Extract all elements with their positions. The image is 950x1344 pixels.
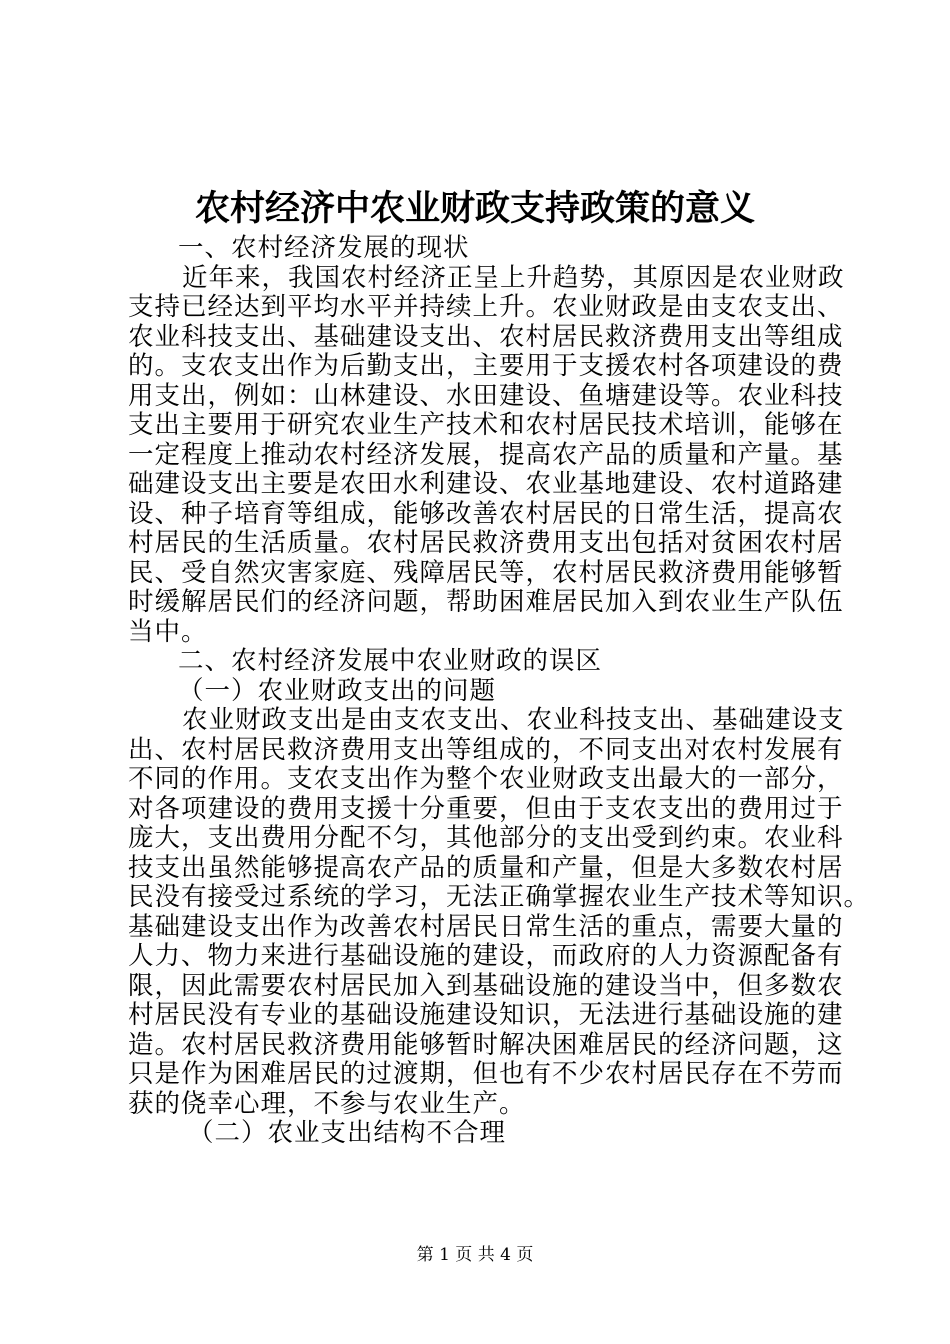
text-line: 时缓解居民们的经济问题，帮助困难居民加入到农业生产队伍 (128, 587, 844, 617)
text-line: 人力、物力来进行基础设施的建设，而政府的人力资源配备有 (128, 941, 844, 971)
document-title: 农村经济中农业财政支持政策的意义 (194, 188, 755, 229)
text-line: （二）农业支出结构不合理 (188, 1118, 507, 1148)
text-line: 一、农村经济发展的现状 (178, 233, 470, 263)
text-line: 农业财政支出是由支农支出、农业科技支出、基础建设支 (182, 705, 845, 735)
text-line: 出、农村居民救济费用支出等组成的，不同支出对农村发展有 (128, 734, 844, 765)
text-line: 庞大，支出费用分配不匀，其他部分的支出受到约束。农业科 (128, 823, 844, 853)
text-line: 民、受自然灾害家庭、残障居民等，农村居民救济费用能够暂 (128, 557, 844, 588)
text-line: 村居民的生活质量。农村居民救济费用支出包括对贫困农村居 (128, 528, 844, 558)
text-line: 的。支农支出作为后勤支出，主要用于支援农村各项建设的费 (128, 351, 844, 381)
text-line: 支出主要用于研究农业生产技术和农村居民技术培训，能够在 (128, 410, 844, 440)
text-line: 设、种子培育等组成，能够改善农村居民的日常生活，提高农 (128, 498, 844, 529)
text-line: 农业科技支出、基础建设支出、农村居民救济费用支出等组成 (128, 321, 844, 352)
text-line: 用支出，例如：山林建设、水田建设、鱼塘建设等。农业科技 (128, 380, 844, 411)
text-line: 村居民没有专业的基础设施建设知识，无法进行基础设施的建 (128, 1000, 844, 1030)
text-line: 支持已经达到平均水平并持续上升。农业财政是由支农支出、 (128, 292, 844, 322)
text-line: 基础建设支出作为改善农村居民日常生活的重点，需要大量的 (128, 911, 844, 942)
text-line: 一定程度上推动农村经济发展，提高农产品的质量和产量。基 (128, 439, 844, 470)
text-line: 近年来，我国农村经济正呈上升趋势，其原因是农业财政 (182, 262, 845, 293)
text-line: 民没有接受过系统的学习，无法正确掌握农业生产技术等知识。 (128, 882, 871, 912)
text-line: 只是作为困难居民的过渡期，但也有不少农村居民存在不劳而 (128, 1059, 844, 1089)
text-line: 二、农村经济发展中农业财政的误区 (178, 646, 603, 676)
page-footer: 第 1 页 共 4 页 (416, 1245, 534, 1265)
text-line: 当中。 (128, 616, 208, 647)
text-line: 础建设支出主要是农田水利建设、农业基地建设、农村道路建 (128, 469, 844, 499)
document-body (128, 233, 871, 1149)
text-line: （一）农业财政支出的问题 (178, 675, 497, 706)
text-line: 获的侥幸心理，不参与农业生产。 (128, 1088, 526, 1119)
text-line: 对各项建设的费用支援十分重要，但由于支农支出的费用过于 (128, 793, 844, 824)
text-line: 造。农村居民救济费用能够暂时解决困难居民的经济问题，这 (128, 1029, 844, 1060)
text-line: 技支出虽然能够提高农产品的质量和产量，但是大多数农村居 (128, 852, 844, 883)
text-line: 限，因此需要农村居民加入到基础设施的建设当中，但多数农 (128, 970, 844, 1001)
text-line: 不同的作用。支农支出作为整个农业财政支出最大的一部分， (128, 764, 844, 794)
